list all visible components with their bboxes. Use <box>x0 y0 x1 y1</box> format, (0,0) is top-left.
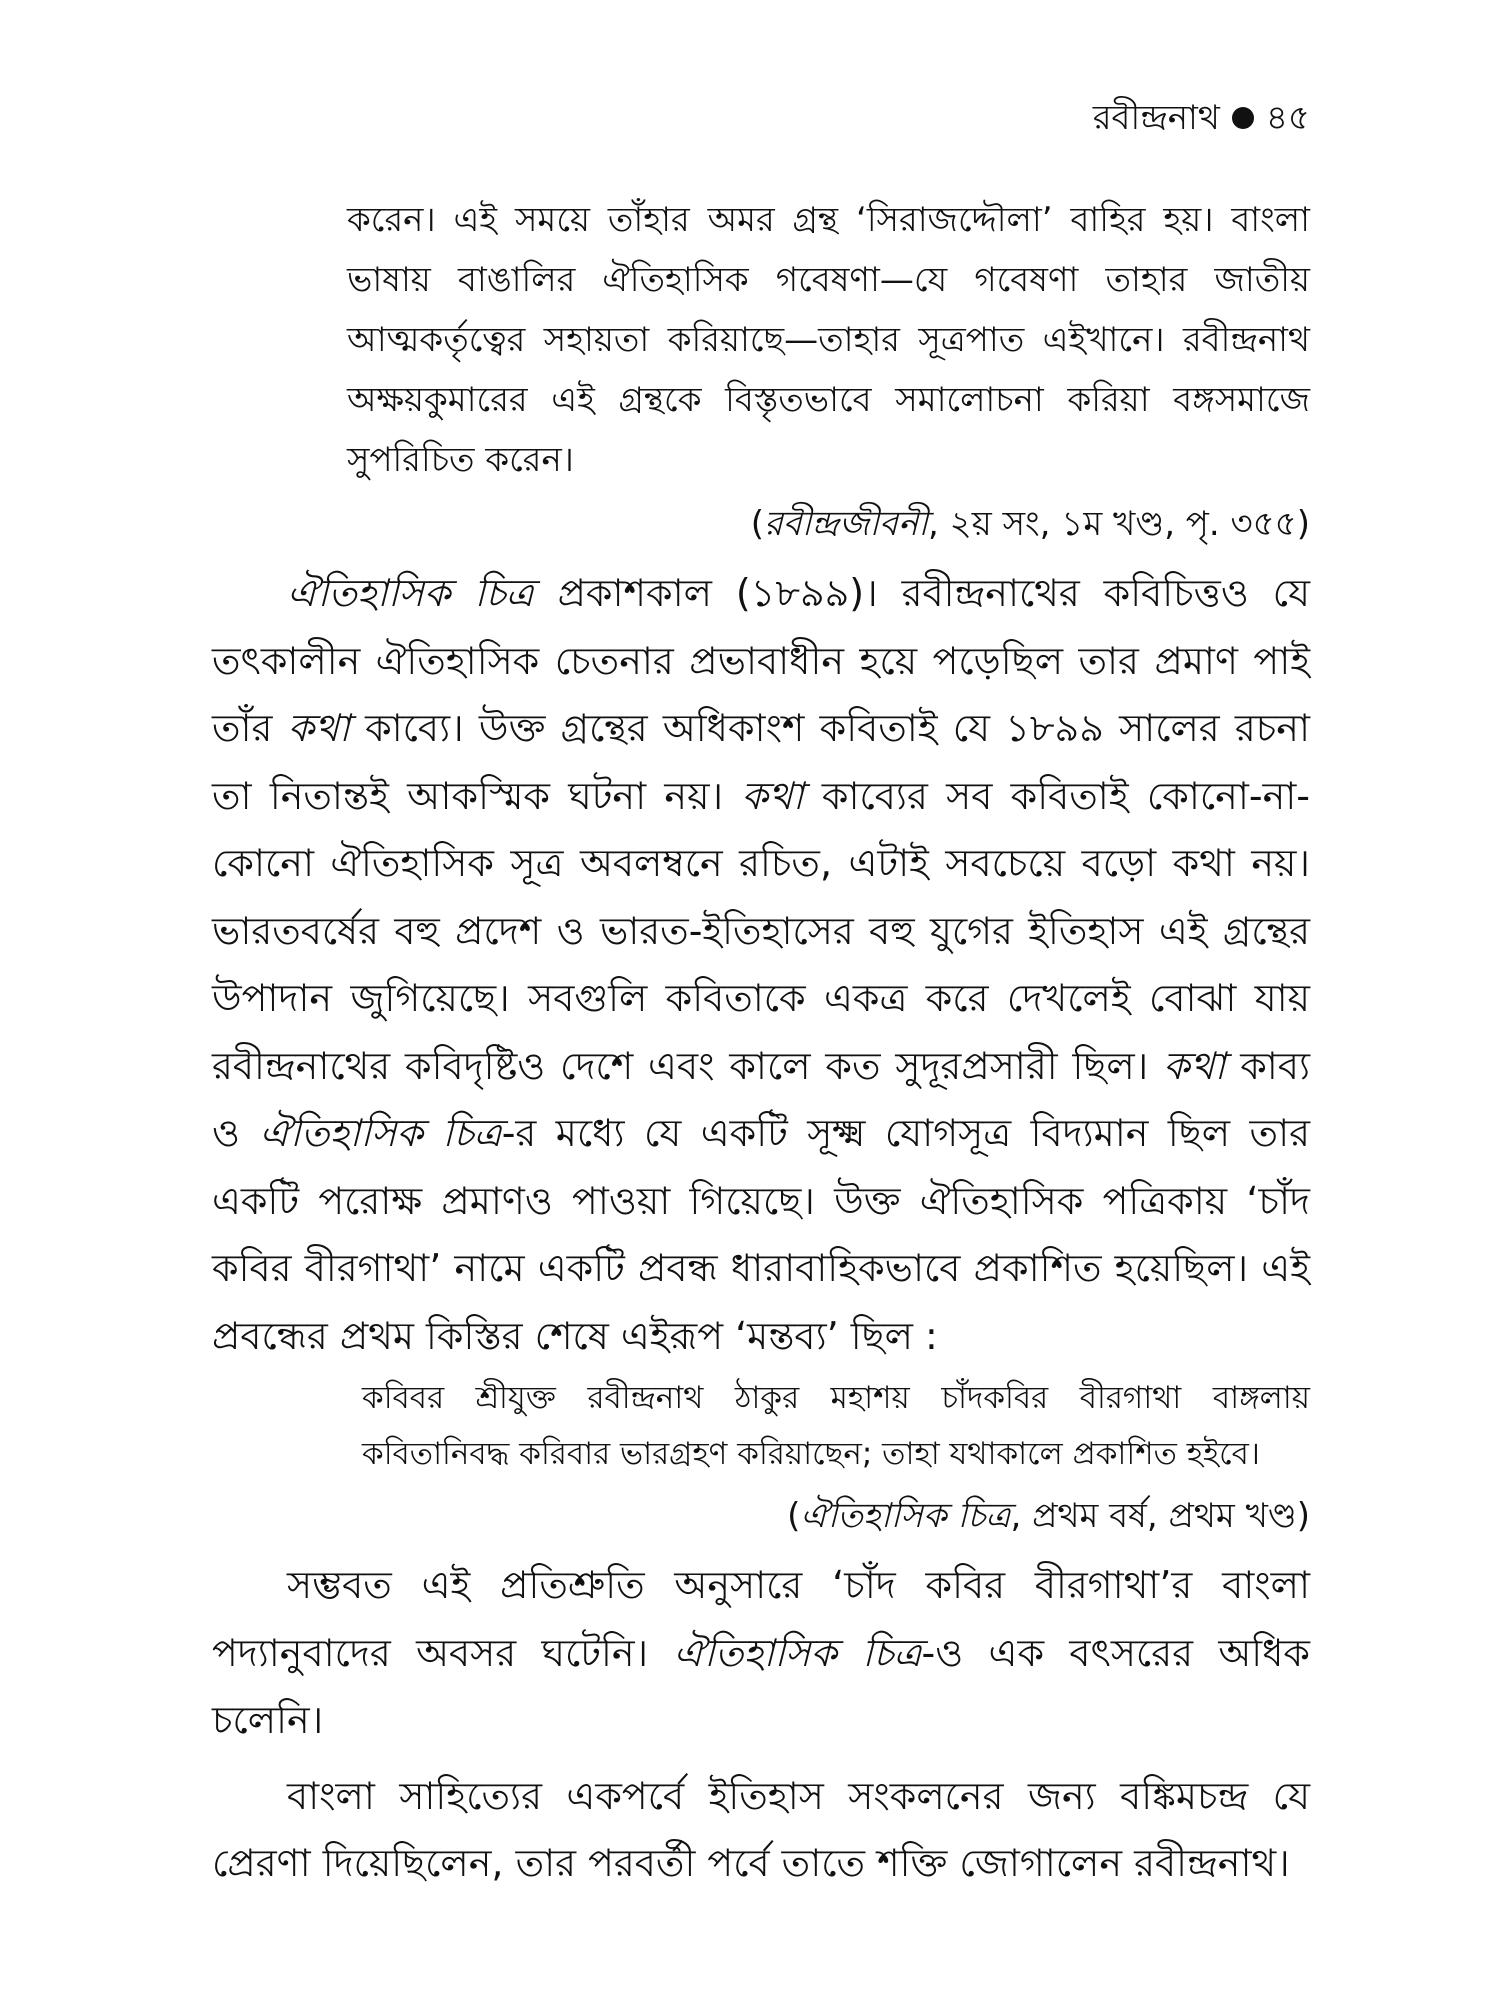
citation-2-rest: , প্রথম বর্ষ, প্রথম খণ্ড) <box>1010 1496 1310 1536</box>
paragraph-1 <box>212 560 1310 1370</box>
p1-text-b: কাব্যে। উক্ত গ্রন্থের অধিকাংশ কবিতাই যে ১৮৯৯ সালের রচনা তা নিতান্তই আকস্মিক ঘটনা নয়। <box>212 706 1310 818</box>
paragraph-2 <box>212 1552 1310 1755</box>
p1-title-katha-3: কথা <box>1163 1043 1226 1088</box>
paragraph-spacer <box>212 1755 1310 1763</box>
running-header <box>1093 98 1310 139</box>
block-quote-1: করেন। এই সময়ে তাঁহার অমর গ্রন্থ ‘সিরাজদ্দৌলা’ বাহির হয়। বাংলা ভাষায় বাঙালির ঐতিহাসিক গবেষণা—যে গবেষণা তাহার জাতীয় আত্মকর্তৃত্বের সহায়তা করিয়াছে—তাহার সূত্রপাত এইখানে। রবীন্দ্রনাথ অক্ষয়কুমারের এই গ্রন্থকে বিস্তৃতভাবে সমালোচনা করিয়া বঙ্গসমাজে সুপরিচিত করেন। <box>347 200 1310 480</box>
citation-1-title: রবীন্দ্রজীবনী <box>764 504 929 544</box>
running-title: রবীন্দ্রনাথ <box>1092 98 1220 138</box>
p2-text-b: -ও এক বৎসরের অধিক চলেনি। <box>212 1630 1310 1742</box>
citation-1-open: ( <box>750 504 765 544</box>
citation-2-open: ( <box>787 1496 801 1536</box>
p1-text-c: কাব্যের সব কবিতাই কোনো-না-কোনো ঐতিহাসিক সূত্র অবলম্বনে রচিত, এটাই সবচেয়ে বড়ো কথা নয়। ভারতবর্ষের বহু প্রদেশ ও ভারত-ইতিহাসের বহু যুগের ইতিহাস এই গ্রন্থের উপাদান জুগিয়েছে। সবগুলি কবিতাকে একত্র করে দেখলেই বোঝা যায় রবীন্দ্রনাথের কবিদৃষ্টিও দেশে এবং কালে কত সুদূরপ্রসারী ছিল। <box>212 773 1310 1088</box>
paragraph-3: বাংলা সাহিত্যের একপর্বে ইতিহাস সংকলনের জন্য বঙ্কিমচন্দ্র যে প্রেরণা দিয়েছিলেন, তার পরবর্তী পর্বে তাতে শক্তি জোগালেন রবীন্দ্রনাথ। <box>212 1773 1310 1885</box>
bullet-separator <box>1232 107 1254 129</box>
block-quote-2: কবিবর শ্রীযুক্ত রবীন্দ্রনাথ ঠাকুর মহাশয় চাঁদকবির বীরগাথা বাঙ্গলায় কবিতানিবদ্ধ করিবার ভারগ্রহণ করিয়াছেন; তাহা যথাকালে প্রকাশিত হইবে। <box>362 1380 1310 1472</box>
p1-title-katha-1: কথা <box>287 706 350 750</box>
p1-title-aitihasik-chitra-2: ঐতিহাসিক চিত্র <box>259 1111 502 1155</box>
p1-text-d: কাব্য ও <box>212 1043 1310 1155</box>
p1-title-katha-2: কথা <box>741 773 804 818</box>
p2-title-aitihasik-chitra: ঐতিহাসিক চিত্র <box>673 1630 922 1675</box>
page-number: ৪৫ <box>1265 98 1310 138</box>
citation-2-title: ঐতিহাসিক চিত্র <box>800 1496 1011 1536</box>
page-content <box>212 190 1310 1898</box>
citation-1-rest: , ২য় সং, ১ম খণ্ড, পৃ. ৩৫৫) <box>928 504 1310 544</box>
citation-2 <box>212 1486 1310 1546</box>
p2-text-a: সম্ভবত এই প্রতিশ্রুতি অনুসারে ‘চাঁদ কবির বীরগাথা’র বাংলা পদ্যানুবাদের অবসর ঘটেনি। <box>212 1563 1310 1675</box>
p1-title-aitihasik-chitra: ঐতিহাসিক চিত্র <box>287 571 534 615</box>
p1-text-e: -র মধ্যে যে একটি সূক্ষ্ম যোগসূত্র বিদ্যমান ছিল তার একটি পরোক্ষ প্রমাণও পাওয়া গিয়েছে। উক্ত ঐতিহাসিক পত্রিকায় ‘চাঁদ কবির বীরগাথা’ নামে একটি প্রবন্ধ ধারাবাহিকভাবে প্রকাশিত হয়েছিল। এই প্রবন্ধের প্রথম কিস্তির শেষে এইরূপ ‘মন্তব্য’ ছিল : <box>212 1111 1310 1358</box>
citation-1 <box>212 494 1310 554</box>
p1-text-a: প্রকাশকাল (১৮৯৯)। রবীন্দ্রনাথের কবিচিত্তও যে তৎকালীন ঐতিহাসিক চেতনার প্রভাবাধীন হয়ে পড়েছিল তার প্রমাণ পাই তাঁর <box>212 571 1310 750</box>
